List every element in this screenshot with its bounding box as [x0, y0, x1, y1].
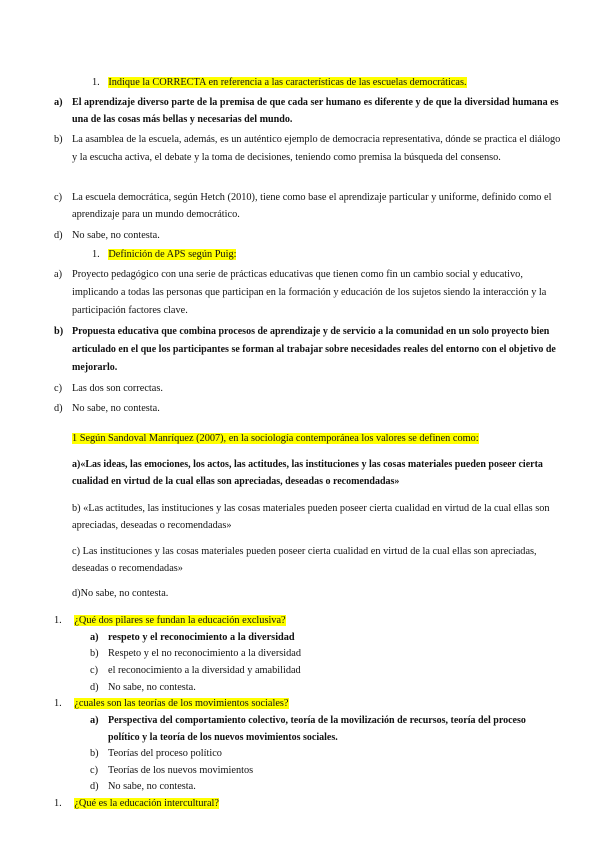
- q1-title: Indique la CORRECTA en referencia a las características de las escuelas democráticas.: [108, 77, 467, 88]
- q2-option-b: b) Propuesta educativa que combina procesos de aprendizaje y de servicio a la comunidad en un solo proyecto bien articulado en el que los participantes se forman al trabajar sobre necesidades reales del entorno con el objetivo de mejorarlo.: [54, 326, 556, 373]
- q1-option-a: a) El aprendizaje diverso parte de la premisa de que cada ser humano es diferente y de que la diversidad humana es una de las cosas más bellas y necesarias del mundo.: [54, 97, 559, 125]
- q1-number: 1.: [92, 77, 100, 88]
- q6-number: 1.: [54, 798, 62, 809]
- q4-option-a: a) respeto y el reconocimiento a la diversidad: [90, 632, 295, 643]
- q5-option-c: c) Teorías de los nuevos movimientos: [90, 765, 254, 776]
- q3-option-b: b) «Las actitudes, las instituciones y las cosas materiales pueden poseer cierta cualidad en virtud de la cual ellas son apreciadas, deseadas o recomendadas»: [72, 503, 550, 531]
- q1-option-d: d) No sabe, no contesta.: [54, 230, 160, 241]
- q4-title: ¿Qué dos pilares se fundan la educación exclusiva?: [74, 615, 286, 626]
- q3-option-d: d)No sabe, no contesta.: [72, 588, 169, 599]
- q5-option-a: a) Perspectiva del comportamiento colectivo, teoría de la movilización de recursos, teoría del proceso político y la teoría de los nuevos movimientos sociales.: [90, 715, 526, 743]
- q1-heading: [92, 74, 467, 91]
- q2-heading: [92, 246, 236, 263]
- q4-option-c: c) el reconocimiento a la diversidad y amabilidad: [90, 665, 301, 676]
- q5-title: ¿cuales son las teorías de los movimientos sociales?: [74, 698, 289, 709]
- q4-option-d: d) No sabe, no contesta.: [90, 682, 196, 693]
- q3-heading: [72, 430, 479, 447]
- q2-option-c: c) Las dos son correctas.: [54, 383, 163, 394]
- q5-number: 1.: [54, 698, 62, 709]
- q2-number: 1.: [92, 249, 100, 260]
- q3-option-c: c) Las instituciones y las cosas materiales pueden poseer cierta cualidad en virtud de la cual ellas son apreciadas, deseadas o recomendadas»: [72, 546, 537, 574]
- q3-title: 1 Según Sandoval Manríquez (2007), en la sociología contemporánea los valores se definen como:: [72, 433, 479, 444]
- q5-option-b: b) Teorías del proceso político: [90, 748, 222, 759]
- q2-option-d: d) No sabe, no contesta.: [54, 403, 160, 414]
- q6-title: ¿Qué es la educación intercultural?: [74, 798, 219, 809]
- q2-title: Definición de APS según Puig:: [108, 249, 237, 260]
- q4-option-b: b) Respeto y el no reconocimiento a la diversidad: [90, 648, 302, 659]
- q1-option-b: b) La asamblea de la escuela, además, es un auténtico ejemplo de democracia representativa, dónde se practica el diálogo y la escucha activa, el debate y la toma de decisiones, teniendo como premisa la búsqueda del consenso.: [54, 134, 561, 163]
- q1-option-c: c) La escuela democrática, según Hetch (2010), tiene como base el aprendizaje particular y uniforme, definido como el aprendizaje para un mundo democrático.: [54, 192, 552, 220]
- q5-heading: [54, 695, 289, 712]
- q6-heading: [54, 795, 219, 812]
- q2-option-a: a) Proyecto pedagógico con una serie de prácticas educativas que tienen como fin un cambio social y educativo, implicando a todas las personas que participan en la formación y educación de los sujetos siendo la interacción y la participación factores clave.: [54, 269, 547, 316]
- q4-heading: [54, 612, 286, 629]
- q4-number: 1.: [54, 615, 62, 626]
- q3-option-a: a)«Las ideas, las emociones, los actos, las actitudes, las instituciones y las cosas materiales pueden poseer cierta cualidad en virtud de la cual ellas son apreciadas, deseadas o recomendadas»: [72, 459, 543, 487]
- q5-option-d: d) No sabe, no contesta.: [90, 781, 196, 792]
